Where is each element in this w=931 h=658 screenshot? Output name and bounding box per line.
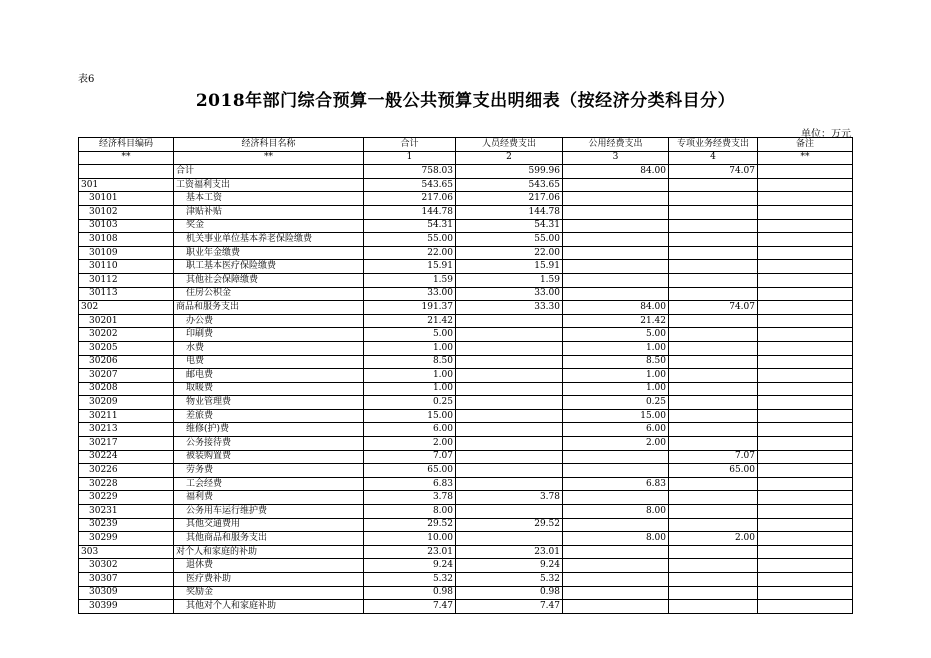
cell-total: 1.59 [364, 273, 456, 287]
table-row [79, 165, 853, 179]
table-row [79, 437, 853, 451]
cell-remark [758, 477, 853, 491]
cell-name: 邮电费 [174, 369, 364, 383]
cell-public: 84.00 [563, 165, 669, 179]
table-row [79, 559, 853, 573]
cell-special: 7.07 [669, 450, 758, 464]
cell-personnel: 5.32 [456, 573, 563, 587]
cell-name: 水费 [174, 341, 364, 355]
cell-code: 30224 [79, 450, 174, 464]
cell-personnel: 22.00 [456, 246, 563, 260]
cell-public: 8.00 [563, 532, 669, 546]
cell-name: 差旅费 [174, 409, 364, 423]
cell-personnel: 54.31 [456, 219, 563, 233]
cell-total: 21.42 [364, 314, 456, 328]
cell-personnel [456, 369, 563, 383]
cell-total: 217.06 [364, 192, 456, 206]
unit-label: 单位：万元 [801, 129, 851, 140]
cell-code [79, 165, 174, 179]
cell-personnel: 33.30 [456, 301, 563, 315]
cell-special [669, 233, 758, 247]
cell-code: 30299 [79, 532, 174, 546]
cell-public [563, 545, 669, 559]
cell-code: 301 [79, 178, 174, 192]
cell-code: 30202 [79, 328, 174, 342]
cell-remark [758, 178, 853, 192]
cell-personnel: 543.65 [456, 178, 563, 192]
header-special: 专项业务经费支出 [669, 138, 758, 152]
cell-personnel: 33.00 [456, 287, 563, 301]
table-row [79, 192, 853, 206]
cell-remark [758, 600, 853, 614]
header-public: 公用经费支出 [563, 138, 669, 152]
cell-public [563, 178, 669, 192]
cell-public [563, 246, 669, 260]
cell-name: 工资福利支出 [174, 178, 364, 192]
cell-personnel [456, 450, 563, 464]
header-name: 经济科目名称 [174, 138, 364, 152]
cell-personnel: 217.06 [456, 192, 563, 206]
cell-code: 30113 [79, 287, 174, 301]
cell-personnel [456, 437, 563, 451]
cell-special [669, 382, 758, 396]
cell-total: 3.78 [364, 491, 456, 505]
index-name: ** [174, 151, 364, 165]
cell-name: 被装购置费 [174, 450, 364, 464]
cell-public [563, 273, 669, 287]
header-code: 经济科目编码 [79, 138, 174, 152]
table-row [79, 355, 853, 369]
cell-name: 办公费 [174, 314, 364, 328]
cell-special [669, 192, 758, 206]
cell-name: 商品和服务支出 [174, 301, 364, 315]
cell-personnel: 29.52 [456, 518, 563, 532]
cell-remark [758, 165, 853, 179]
table-row [79, 219, 853, 233]
cell-code: 30206 [79, 355, 174, 369]
cell-remark [758, 573, 853, 587]
cell-special [669, 273, 758, 287]
index-public: 3 [563, 151, 669, 165]
cell-name: 职业年金缴费 [174, 246, 364, 260]
cell-public [563, 600, 669, 614]
cell-code: 30110 [79, 260, 174, 274]
cell-name: 公务接待费 [174, 437, 364, 451]
expenditure-table [78, 137, 853, 614]
cell-public: 84.00 [563, 301, 669, 315]
cell-name: 其他交通费用 [174, 518, 364, 532]
cell-public: 21.42 [563, 314, 669, 328]
cell-public [563, 586, 669, 600]
table-row [79, 369, 853, 383]
cell-total: 758.03 [364, 165, 456, 179]
table-row [79, 450, 853, 464]
cell-special [669, 219, 758, 233]
cell-public: 2.00 [563, 437, 669, 451]
cell-public: 1.00 [563, 341, 669, 355]
cell-special [669, 491, 758, 505]
cell-public [563, 559, 669, 573]
cell-code: 30226 [79, 464, 174, 478]
cell-name: 其他商品和服务支出 [174, 532, 364, 546]
cell-special [669, 369, 758, 383]
cell-personnel: 15.91 [456, 260, 563, 274]
cell-special [669, 260, 758, 274]
cell-remark [758, 423, 853, 437]
cell-special: 74.07 [669, 301, 758, 315]
cell-special [669, 409, 758, 423]
cell-name: 物业管理费 [174, 396, 364, 410]
cell-public [563, 219, 669, 233]
cell-public [563, 464, 669, 478]
cell-total: 55.00 [364, 233, 456, 247]
cell-total: 543.65 [364, 178, 456, 192]
table-id: 表6 [78, 74, 95, 85]
cell-remark [758, 396, 853, 410]
cell-remark [758, 491, 853, 505]
cell-code: 30108 [79, 233, 174, 247]
cell-personnel [456, 505, 563, 519]
cell-total: 5.32 [364, 573, 456, 587]
cell-personnel: 0.98 [456, 586, 563, 600]
table-row [79, 260, 853, 274]
table-row [79, 518, 853, 532]
table-row [79, 409, 853, 423]
cell-remark [758, 437, 853, 451]
cell-special [669, 341, 758, 355]
index-total: 1 [364, 151, 456, 165]
table-row [79, 477, 853, 491]
cell-remark [758, 341, 853, 355]
table-row [79, 464, 853, 478]
cell-total: 6.83 [364, 477, 456, 491]
cell-total: 0.98 [364, 586, 456, 600]
cell-name: 公务用车运行维护费 [174, 505, 364, 519]
cell-code: 303 [79, 545, 174, 559]
cell-personnel: 144.78 [456, 205, 563, 219]
cell-remark [758, 205, 853, 219]
cell-personnel [456, 341, 563, 355]
cell-special: 2.00 [669, 532, 758, 546]
index-remark: ** [758, 151, 853, 165]
header-row [79, 138, 853, 152]
cell-public [563, 192, 669, 206]
cell-remark [758, 586, 853, 600]
cell-code: 30207 [79, 369, 174, 383]
cell-name: 劳务费 [174, 464, 364, 478]
cell-remark [758, 273, 853, 287]
cell-name: 奖励金 [174, 586, 364, 600]
cell-code: 30307 [79, 573, 174, 587]
table-row [79, 491, 853, 505]
cell-remark [758, 355, 853, 369]
cell-remark [758, 246, 853, 260]
cell-name: 电费 [174, 355, 364, 369]
cell-personnel [456, 409, 563, 423]
cell-total: 8.00 [364, 505, 456, 519]
table-row [79, 328, 853, 342]
cell-name: 印刷费 [174, 328, 364, 342]
cell-total: 9.24 [364, 559, 456, 573]
cell-public: 1.00 [563, 382, 669, 396]
cell-remark [758, 545, 853, 559]
table-row [79, 396, 853, 410]
cell-remark [758, 314, 853, 328]
table-row [79, 178, 853, 192]
cell-public: 15.00 [563, 409, 669, 423]
cell-code: 30205 [79, 341, 174, 355]
cell-code: 30399 [79, 600, 174, 614]
cell-public: 6.00 [563, 423, 669, 437]
cell-code: 30101 [79, 192, 174, 206]
table-row [79, 246, 853, 260]
table-row [79, 532, 853, 546]
cell-personnel: 3.78 [456, 491, 563, 505]
cell-total: 191.37 [364, 301, 456, 315]
cell-remark [758, 409, 853, 423]
cell-special [669, 545, 758, 559]
cell-remark [758, 532, 853, 546]
cell-code: 30239 [79, 518, 174, 532]
cell-total: 6.00 [364, 423, 456, 437]
cell-special [669, 600, 758, 614]
cell-special [669, 586, 758, 600]
table-row [79, 545, 853, 559]
cell-public: 1.00 [563, 369, 669, 383]
cell-personnel [456, 423, 563, 437]
cell-special [669, 518, 758, 532]
cell-special [669, 437, 758, 451]
cell-special [669, 477, 758, 491]
cell-personnel [456, 396, 563, 410]
cell-public: 8.50 [563, 355, 669, 369]
cell-special [669, 505, 758, 519]
cell-special [669, 328, 758, 342]
cell-code: 30208 [79, 382, 174, 396]
cell-total: 22.00 [364, 246, 456, 260]
cell-name: 基本工资 [174, 192, 364, 206]
cell-total: 7.07 [364, 450, 456, 464]
cell-personnel: 599.96 [456, 165, 563, 179]
cell-total: 10.00 [364, 532, 456, 546]
cell-code: 30109 [79, 246, 174, 260]
cell-remark [758, 260, 853, 274]
cell-public: 0.25 [563, 396, 669, 410]
cell-total: 1.00 [364, 369, 456, 383]
cell-public [563, 233, 669, 247]
cell-personnel: 1.59 [456, 273, 563, 287]
cell-public: 5.00 [563, 328, 669, 342]
cell-total: 29.52 [364, 518, 456, 532]
index-code: ** [79, 151, 174, 165]
cell-remark [758, 369, 853, 383]
cell-special [669, 423, 758, 437]
table-row [79, 505, 853, 519]
cell-total: 5.00 [364, 328, 456, 342]
table-row [79, 573, 853, 587]
table-row [79, 301, 853, 315]
table-row [79, 586, 853, 600]
cell-public [563, 450, 669, 464]
cell-code: 30229 [79, 491, 174, 505]
cell-personnel: 9.24 [456, 559, 563, 573]
cell-total: 15.91 [364, 260, 456, 274]
cell-special: 74.07 [669, 165, 758, 179]
table-row [79, 423, 853, 437]
cell-name: 合计 [174, 165, 364, 179]
header-total: 合计 [364, 138, 456, 152]
cell-total: 0.25 [364, 396, 456, 410]
cell-total: 1.00 [364, 341, 456, 355]
header-remark: 备注 [758, 138, 853, 152]
cell-public [563, 491, 669, 505]
cell-name: 住房公积金 [174, 287, 364, 301]
cell-personnel: 55.00 [456, 233, 563, 247]
table-row [79, 314, 853, 328]
cell-code: 30231 [79, 505, 174, 519]
cell-remark [758, 233, 853, 247]
cell-code: 30112 [79, 273, 174, 287]
cell-remark [758, 287, 853, 301]
cell-total: 7.47 [364, 600, 456, 614]
cell-name: 福利费 [174, 491, 364, 505]
cell-personnel [456, 382, 563, 396]
index-special: 4 [669, 151, 758, 165]
cell-name: 津贴补贴 [174, 205, 364, 219]
cell-total: 33.00 [364, 287, 456, 301]
cell-personnel [456, 355, 563, 369]
cell-special [669, 246, 758, 260]
cell-special [669, 205, 758, 219]
cell-remark [758, 382, 853, 396]
table-row [79, 600, 853, 614]
cell-total: 15.00 [364, 409, 456, 423]
cell-code: 30228 [79, 477, 174, 491]
cell-code: 30211 [79, 409, 174, 423]
cell-personnel [456, 477, 563, 491]
cell-remark [758, 192, 853, 206]
cell-remark [758, 450, 853, 464]
cell-personnel [456, 328, 563, 342]
cell-personnel [456, 314, 563, 328]
cell-special [669, 287, 758, 301]
cell-remark [758, 559, 853, 573]
cell-name: 职工基本医疗保险缴费 [174, 260, 364, 274]
cell-special: 65.00 [669, 464, 758, 478]
cell-total: 23.01 [364, 545, 456, 559]
cell-public [563, 287, 669, 301]
index-row [79, 151, 853, 165]
table-row [79, 287, 853, 301]
table-row [79, 205, 853, 219]
cell-personnel [456, 464, 563, 478]
cell-total: 1.00 [364, 382, 456, 396]
cell-remark [758, 505, 853, 519]
cell-remark [758, 301, 853, 315]
cell-public: 8.00 [563, 505, 669, 519]
cell-name: 取暖费 [174, 382, 364, 396]
cell-code: 302 [79, 301, 174, 315]
cell-name: 对个人和家庭的补助 [174, 545, 364, 559]
index-personnel: 2 [456, 151, 563, 165]
cell-public [563, 205, 669, 219]
cell-special [669, 314, 758, 328]
cell-code: 30213 [79, 423, 174, 437]
cell-name: 退休费 [174, 559, 364, 573]
header-personnel: 人员经费支出 [456, 138, 563, 152]
cell-name: 机关事业单位基本养老保险缴费 [174, 233, 364, 247]
cell-code: 30302 [79, 559, 174, 573]
cell-public [563, 573, 669, 587]
cell-code: 30209 [79, 396, 174, 410]
cell-personnel: 7.47 [456, 600, 563, 614]
cell-personnel [456, 532, 563, 546]
cell-public [563, 518, 669, 532]
table-row [79, 233, 853, 247]
cell-name: 奖金 [174, 219, 364, 233]
cell-remark [758, 464, 853, 478]
cell-total: 2.00 [364, 437, 456, 451]
cell-special [669, 396, 758, 410]
cell-name: 维修(护)费 [174, 423, 364, 437]
cell-public: 6.83 [563, 477, 669, 491]
cell-personnel: 23.01 [456, 545, 563, 559]
cell-code: 30103 [79, 219, 174, 233]
cell-name: 医疗费补助 [174, 573, 364, 587]
cell-total: 144.78 [364, 205, 456, 219]
cell-code: 30102 [79, 205, 174, 219]
table-row [79, 341, 853, 355]
table-row [79, 382, 853, 396]
cell-special [669, 178, 758, 192]
cell-code: 30201 [79, 314, 174, 328]
cell-remark [758, 328, 853, 342]
cell-special [669, 559, 758, 573]
cell-name: 其他社会保障缴费 [174, 273, 364, 287]
cell-public [563, 260, 669, 274]
cell-name: 工会经费 [174, 477, 364, 491]
cell-remark [758, 219, 853, 233]
cell-remark [758, 518, 853, 532]
cell-total: 54.31 [364, 219, 456, 233]
cell-total: 8.50 [364, 355, 456, 369]
table-row [79, 273, 853, 287]
cell-total: 65.00 [364, 464, 456, 478]
cell-code: 30217 [79, 437, 174, 451]
cell-special [669, 355, 758, 369]
cell-special [669, 573, 758, 587]
cell-name: 其他对个人和家庭补助 [174, 600, 364, 614]
cell-code: 30309 [79, 586, 174, 600]
page-title: 2018年部门综合预算一般公共预算支出明细表（按经济分类科目分） [195, 91, 736, 111]
